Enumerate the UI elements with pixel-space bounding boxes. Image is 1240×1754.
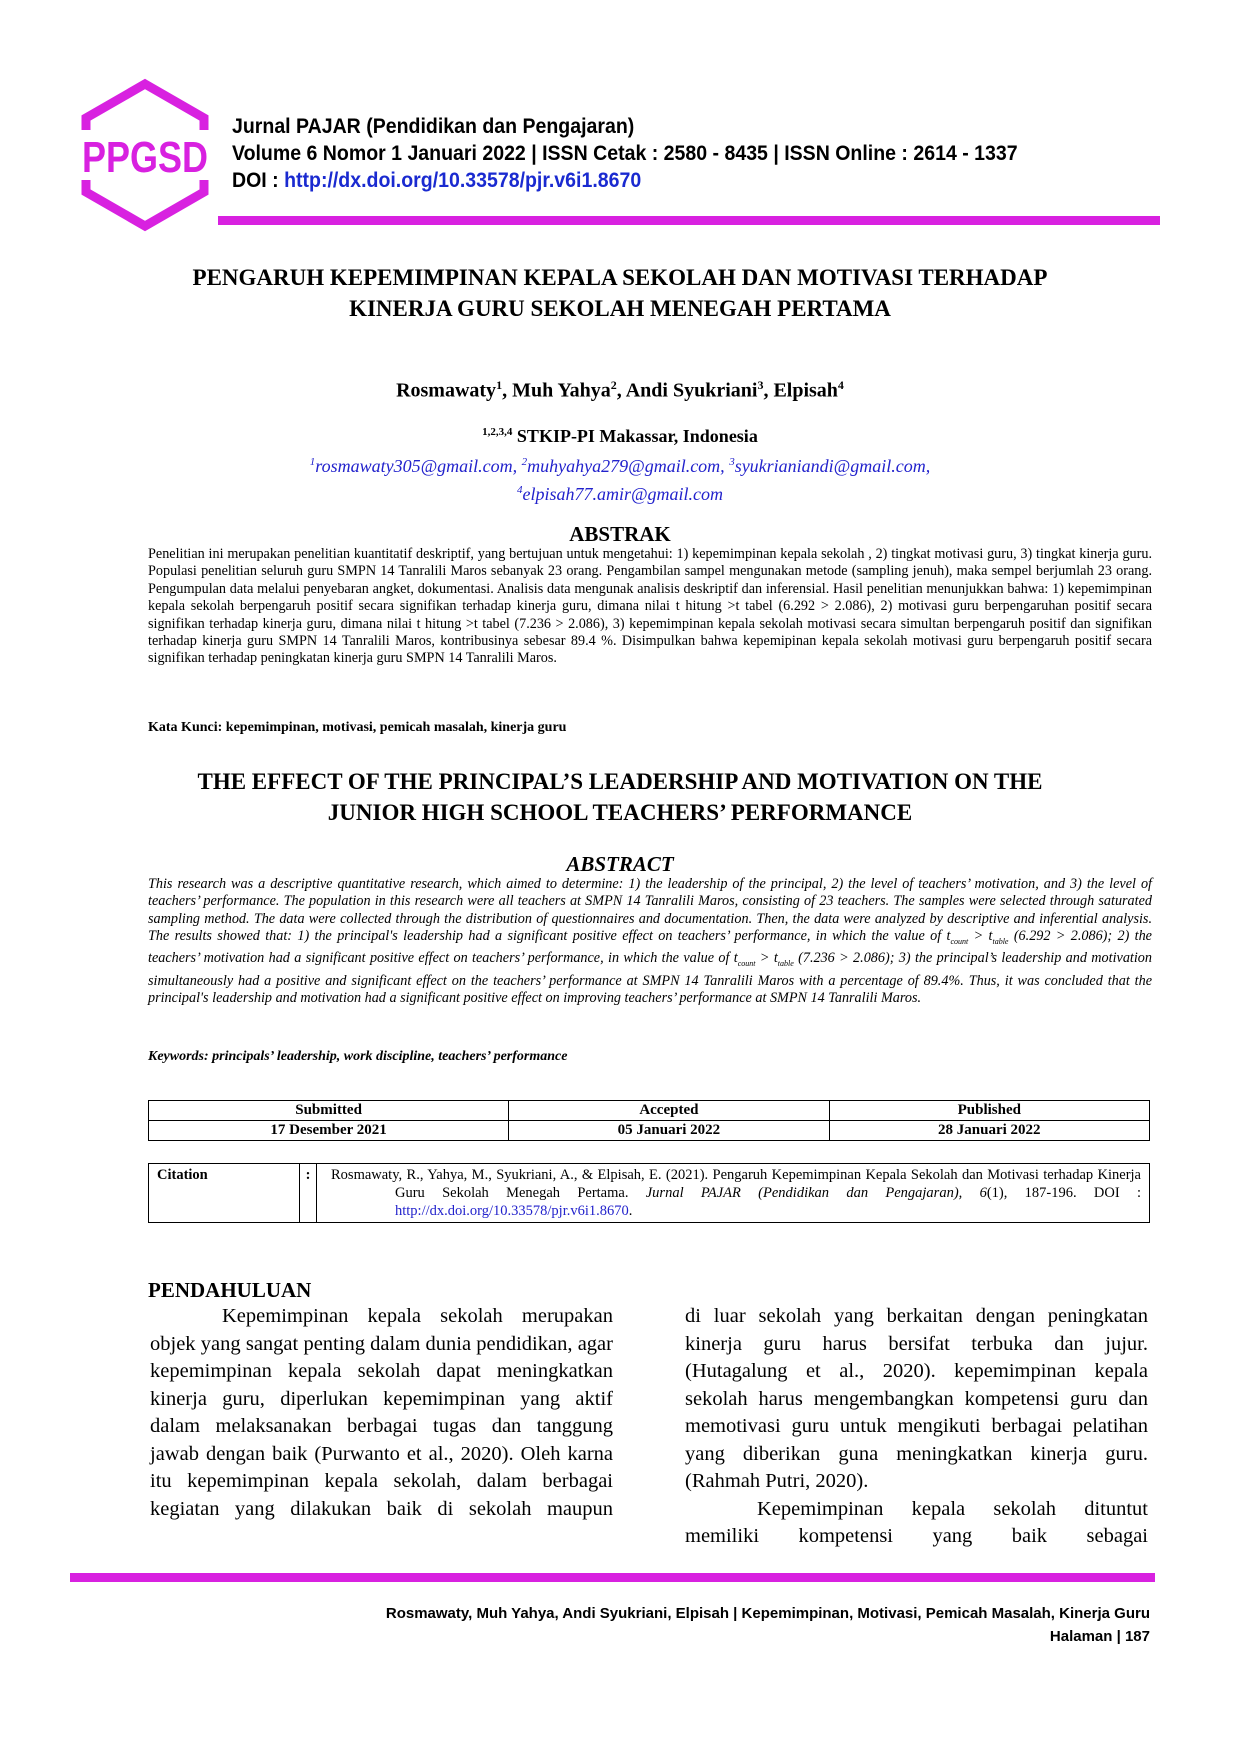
author-name: Elpisah <box>773 379 838 402</box>
author-sup: 1 <box>496 378 503 392</box>
title-id <box>0 262 1240 324</box>
title-en-line1: THE EFFECT OF THE PRINCIPAL’S LEADERSHIP AND MOTIVATION ON THE <box>197 769 1043 794</box>
abstrak-keywords: Kata Kunci: kepemimpinan, motivasi, pemicah masalah, kinerja guru <box>148 720 567 735</box>
citation-doi-link[interactable]: http://dx.doi.org/10.33578/pjr.v6i1.8670 <box>395 1203 629 1219</box>
email-sup-1: 1 <box>309 456 316 468</box>
submitted-date: 17 Desember 2021 <box>149 1121 509 1141</box>
citation-colon: : <box>300 1164 317 1223</box>
affiliation-sup: 1,2,3,4 <box>482 426 513 438</box>
title-en-line2: JUNIOR HIGH SCHOOL TEACHERS’ PERFORMANCE <box>327 800 913 825</box>
logo-text: PPGSD <box>82 133 208 182</box>
email-sup-2: 2 <box>521 456 528 468</box>
doi-link[interactable]: http://dx.doi.org/10.33578/pjr.v6i1.8670 <box>284 169 642 192</box>
citation-plain: Rosmawaty, R., Yahya, M., Syukriani, A., & Elpisah, E. (2021). Pengaruh Kepemimpinan Kepala Sekolah dan Motivasi terhadap Kinerja Guru Sekolah Menegah Pertama. <box>331 1167 1141 1201</box>
author-separator: , <box>763 379 774 402</box>
email-line-2 <box>0 478 1240 506</box>
intro-right-column <box>685 1303 1148 1551</box>
citation-table <box>148 1163 1150 1223</box>
footer-page-number: Halaman | 187 <box>1049 1628 1150 1645</box>
published-date: 28 Januari 2022 <box>829 1121 1149 1141</box>
author-sup: 4 <box>837 378 844 392</box>
abstrak-text: Penelitian ini merupakan penelitian kuantitatif deskriptif, yang bertujuan untuk mengetahui: 1) kepemimpinan kepala sekolah , 2) tingkat motivasi guru, 3) tingkat kinerja guru. Populasi penelitian seluruh guru SMPN 14 Tanralili Maros sebanyak 23 orang. Pengambilan sampel mengunakan metode (sampling jenuh), maka sempel berjumlah 23 orang. Pengumpulan data melalui penyebaran angket, dokumentasi. Analisis data mengunak analisis deskriptif dan inferensial. Hasil penelitian menunjukkan bahwa: 1) kepemimpinan kepala sekolah berpengaruh positif secara signifikan terhadap kinerja guru, dimana nilai t hitung >t tabel (6.292 > 2.086), 2) motivasi guru berpengaruhan positif secara signifikan terhadap kinerja guru, dimana nilai t hitung >t tabel (7.236 > 2.086), 3) kepemimpinan kepala sekolah motivasi secara simultan berpengaruh positif dan signifikan terhadap kinerja guru SMPN 14 Tanralili Maros, kontribusinya sebesar 89.4 %. Disimpulkan bahwa kepemipinan kepala sekolah motivasi guru berpengaruh positif secara signifikan terhadap peningkatan kinerja guru SMPN 14 Tanralili Maros. <box>148 546 1152 667</box>
abstrak-heading: ABSTRAK <box>569 522 671 546</box>
email-1[interactable]: rosmawaty305@gmail.com, <box>315 456 522 476</box>
footer-rule <box>70 1573 1155 1582</box>
email-list <box>0 450 1240 506</box>
table-row <box>149 1121 1150 1141</box>
abstract-part2: (6.292 > 2.086); 2) the teachers’ motivation had a significant positive effect on teachers’ performance, in which the value of t <box>148 928 1152 967</box>
email-sup-3: 3 <box>729 456 735 468</box>
title-en <box>0 766 1240 828</box>
header-rule <box>218 216 1160 225</box>
email-4[interactable]: elpisah77.amir@gmail.com <box>522 484 724 504</box>
sub-count-1: count <box>950 937 969 947</box>
table-row <box>149 1101 1150 1121</box>
sub-table-1: table <box>992 937 1009 947</box>
citation-issue: (1), 187-196. <box>986 1185 1077 1201</box>
intro-right-paragraph-1: di luar sekolah yang berkaitan dengan peningkatan kinerja guru harus bersifat terbuka dan jujur. (Hutagalung et al., 2020). kepemimpinan kepala sekolah harus mengembangkan kompetensi guru dan memotivasi guru untuk mengikuti berbagai pelatihan yang diberikan guna meningkatkan kinerja guru. (Rahmah Putri, 2020). <box>685 1305 1148 1492</box>
author-name: Muh Yahya <box>512 379 611 402</box>
title-id-line1: PENGARUH KEPEMIMPINAN KEPALA SEKOLAH DAN MOTIVASI TERHADAP <box>192 265 1048 290</box>
citation-journal: Jurnal PAJAR (Pendidikan dan Pengajaran), 6 <box>645 1185 987 1201</box>
citation-doi-end: . <box>628 1203 633 1219</box>
journal-volume-line: Volume 6 Nomor 1 Januari 2022 | ISSN Cetak : 2580 - 8435 | ISSN Online : 2614 - 1337 <box>232 142 1018 165</box>
journal-doi-line <box>232 167 1018 194</box>
title-id-line2: KINERJA GURU SEKOLAH MENEGAH PERTAMA <box>349 296 891 321</box>
abstract-text <box>148 876 1152 1008</box>
doi-label: DOI : <box>232 169 285 192</box>
email-2[interactable]: muhyahya279@gmail.com, <box>527 456 730 476</box>
gt-1: > t <box>968 928 993 945</box>
submitted-header: Submitted <box>149 1101 509 1121</box>
footer-authors-line: Rosmawaty, Muh Yahya, Andi Syukriani, Elpisah | Kepemimpinan, Motivasi, Pemicah Masalah, Kinerja Guru <box>385 1605 1150 1622</box>
intro-heading: PENDAHULUAN <box>148 1278 312 1302</box>
intro-left-paragraph: Kepemimpinan kepala sekolah merupakan objek yang sangat penting dalam dunia pendidikan, agar kepemimpinan kepala sekolah dapat meningkatkan kinerja guru, diperlukan kepemimpinan yang aktif dalam melaksanakan berbagai tugas dan tanggung jawab dengan baik (Purwanto et al., 2020). Oleh karna itu kepemimpinan kepala sekolah, dalam berbagai kegiatan yang dilakukan baik di sekolah maupun <box>150 1305 613 1520</box>
accepted-date: 05 Januari 2022 <box>509 1121 829 1141</box>
citation-doi-label: DOI : <box>1093 1185 1141 1201</box>
sub-count-2: count <box>737 959 756 969</box>
intro-right-paragraph-2: Kepemimpinan kepala sekolah dituntut memiliki kompetensi yang baik sebagai <box>685 1497 1148 1547</box>
author-sup: 3 <box>757 378 764 392</box>
published-header: Published <box>829 1101 1149 1121</box>
author-separator: , <box>502 379 513 402</box>
table-row <box>149 1164 1150 1223</box>
email-sup-4: 4 <box>516 484 523 496</box>
abstract-keywords: Keywords: principals’ leadership, work discipline, teachers’ performance <box>148 1049 568 1064</box>
citation-text <box>317 1164 1150 1223</box>
author-list <box>0 378 1240 403</box>
journal-header <box>232 113 1018 194</box>
abstract-heading: ABSTRACT <box>566 852 674 876</box>
citation-label: Citation <box>149 1164 300 1223</box>
author-separator: , <box>616 379 626 402</box>
intro-left-column <box>150 1303 613 1523</box>
author-name: Rosmawaty <box>396 379 497 402</box>
author-sup: 2 <box>610 378 617 392</box>
dates-table <box>148 1100 1150 1141</box>
gt-2: > t <box>755 950 778 967</box>
abstract-part3: (7.236 > 2.086); 3) the principal’s leadership and motivation simultaneously had a positive and significant effect on the teachers’ performance at SMPN 14 Tanralili Maros with a percentage of 89.4%. Thus, it was concluded that the principal's leadership and motivation had a significant positive effect on improving teachers’ performance at SMPN 14 Tanralili Maros. <box>148 950 1152 1007</box>
abstract-part1: This research was a descriptive quantitative research, which aimed to determine: 1) the leadership of the principal, 2) the level of teachers’ motivation, and 3) the level of teachers’ performance. The population in this research were all teachers at SMPN 14 Tanralili Maros, consisting of 23 teachers. The samples were selected through saturated sampling method. The data were collected through the distribution of questionnaires and documentation. Then, the data were analyzed by descriptive and inferential analysis. The results showed that: 1) the principal's leadership had a significant positive effect on teachers’ performance, in which the value of t <box>148 876 1152 945</box>
journal-name: Jurnal PAJAR (Pendidikan dan Pengajaran) <box>232 115 635 138</box>
journal-logo <box>80 80 210 230</box>
affiliation <box>0 426 1240 447</box>
email-3[interactable]: syukrianiandi@gmail.com, <box>734 456 931 476</box>
sub-table-2: table <box>777 959 794 969</box>
accepted-header: Accepted <box>509 1101 829 1121</box>
author-name: Andi Syukriani <box>625 379 758 402</box>
affiliation-text: STKIP-PI Makassar, Indonesia <box>512 426 758 446</box>
email-line-1 <box>0 450 1240 478</box>
